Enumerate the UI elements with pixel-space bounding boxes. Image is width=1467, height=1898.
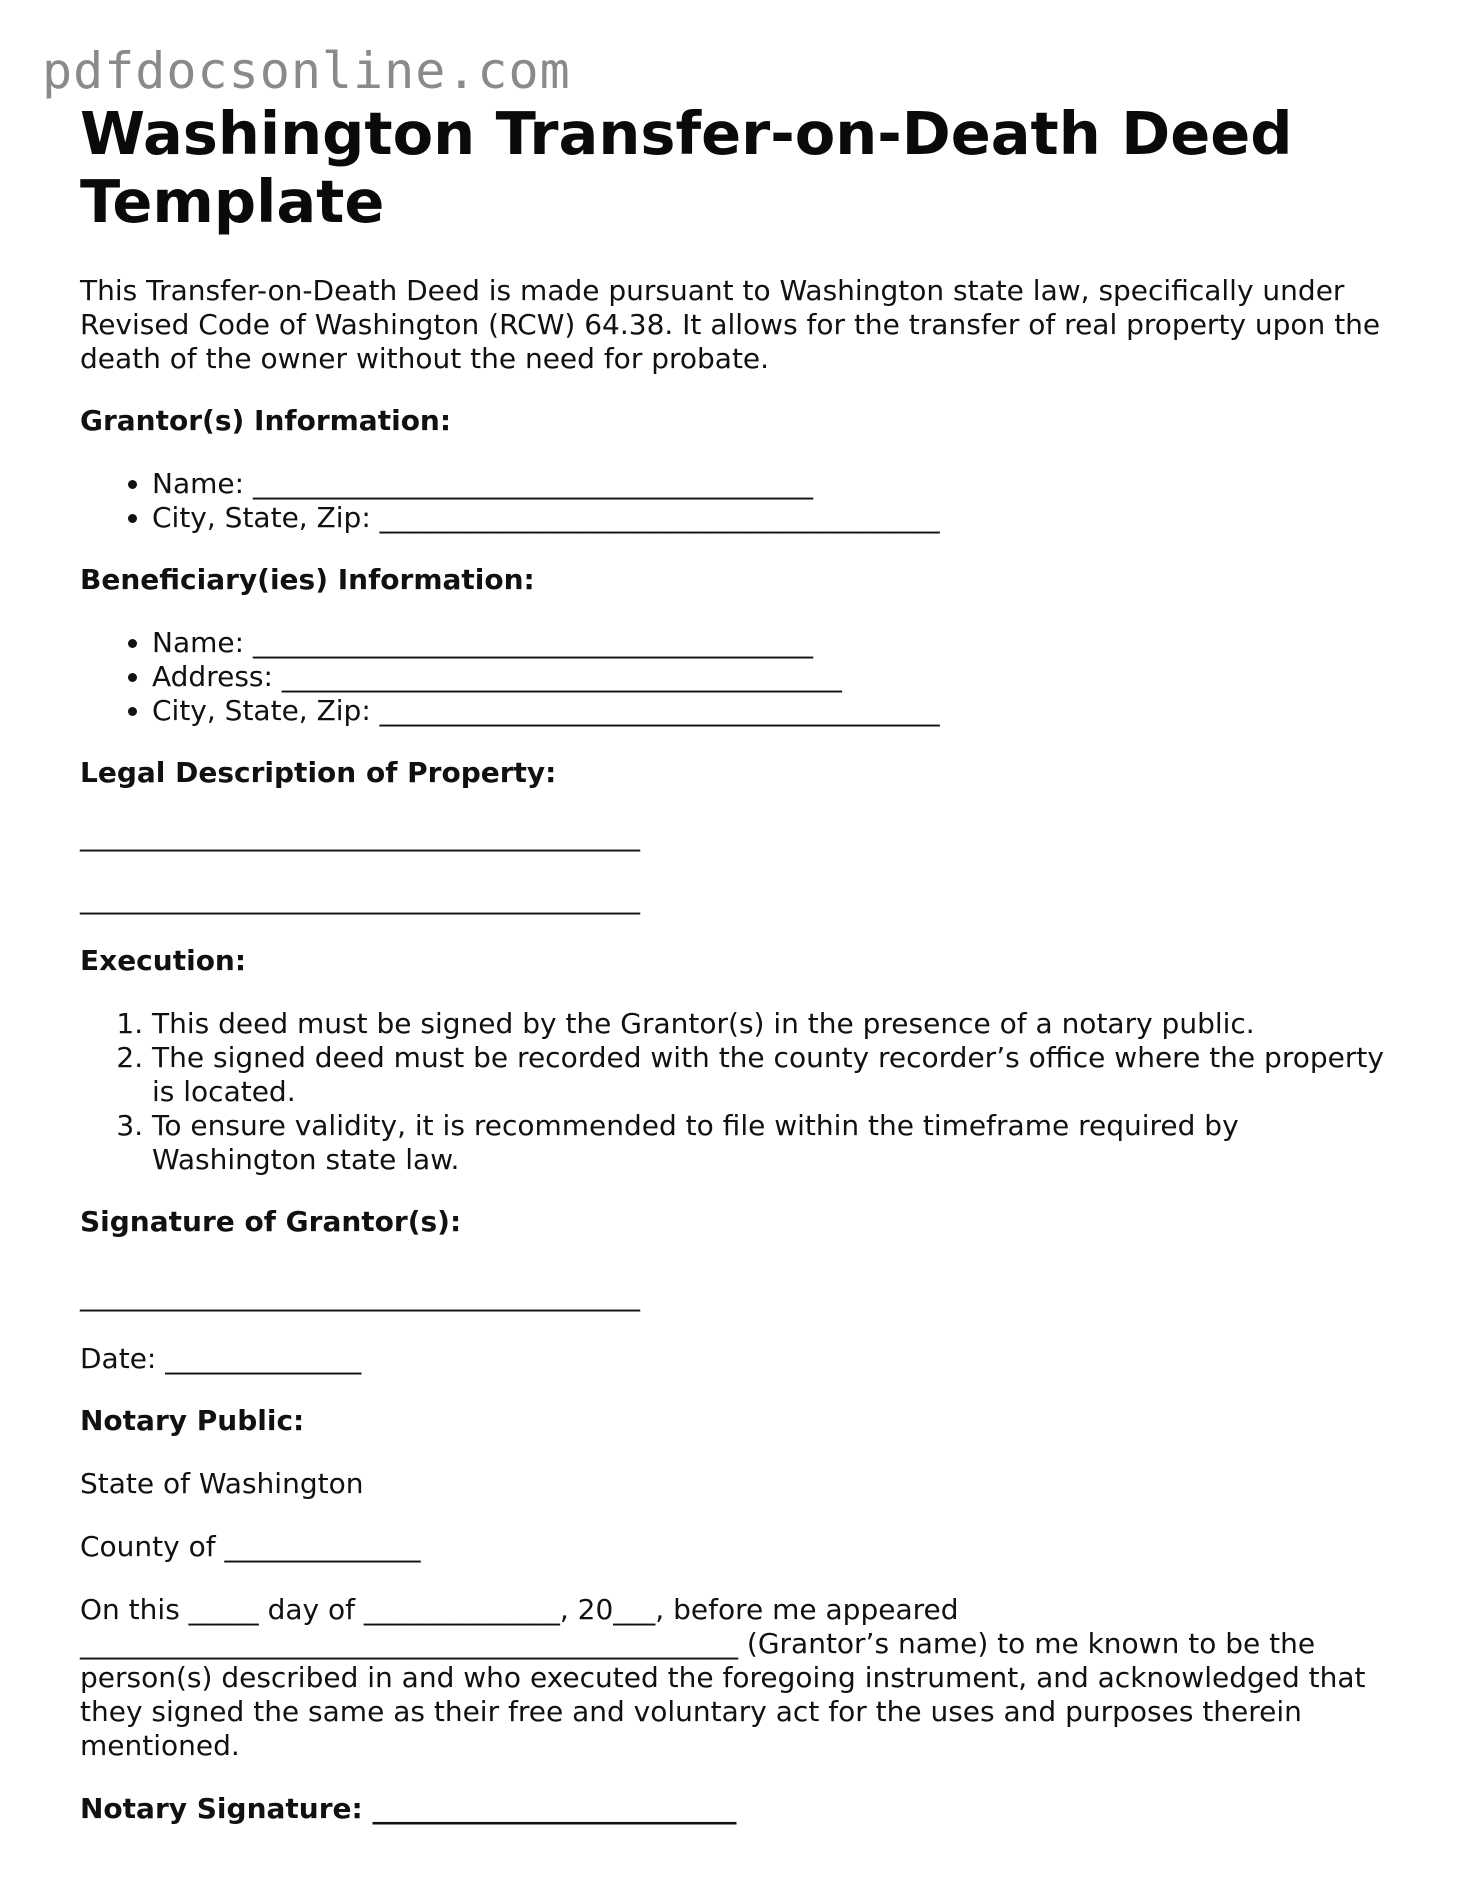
execution-heading: Execution: (80, 944, 247, 977)
beneficiary-fields (80, 626, 1400, 728)
notary-signature-label: Notary Signature: (80, 1792, 363, 1825)
legal-description-line-2: ________________________________________ (80, 882, 640, 915)
notary-signature (80, 1792, 1400, 1826)
execution-step: 1. This deed must be signed by the Grantor(s) in the presence of a notary public. (152, 1007, 1400, 1041)
beneficiary-address-field: • Address: ________________________________________ (152, 660, 1400, 694)
signature-date: Date: ______________ (80, 1342, 362, 1375)
notary-county: County of ______________ (80, 1530, 421, 1563)
grantor-fields (80, 467, 1400, 535)
intro-paragraph: This Transfer-on-Death Deed is made pursuant to Washington state law, specifically under Revised Code of Washington (RCW) 64.38. It allows for the transfer of real property upon the death of the owner without the need for probate. (80, 274, 1381, 375)
watermark: pdfdocsonline.com (42, 42, 571, 100)
notary-heading: Notary Public: (80, 1404, 305, 1437)
grantor-name-field: • Name: ________________________________________ (152, 467, 1400, 501)
execution-step: 2. The signed deed must be recorded with the county recorder’s office where the property is located. (152, 1041, 1400, 1109)
grantor-heading: Grantor(s) Information: (80, 404, 452, 437)
execution-steps (80, 1007, 1400, 1177)
document-title: Washington Transfer-on-Death Deed Template (80, 99, 1293, 236)
beneficiary-name-field: • Name: ________________________________________ (152, 626, 1400, 660)
beneficiary-city-field: • City, State, Zip: ________________________________________ (152, 694, 1400, 728)
legal-description-line-1: ________________________________________ (80, 819, 640, 852)
document-body (80, 100, 1400, 1826)
notary-acknowledgment: On this _____ day of ______________, 20___, before me appeared _______________________________________________ (Grantor’s name) to me known to be the person(s) described in and who executed the foregoing instrument, and acknowledged that they signed the same as their free and voluntary act for the uses and purposes therein mentioned. (80, 1593, 1366, 1762)
execution-step: 3. To ensure validity, it is recommended to file within the timeframe required by Washington state law. (152, 1109, 1400, 1177)
beneficiary-heading: Beneficiary(ies) Information: (80, 563, 535, 596)
notary-state: State of Washington (80, 1467, 364, 1500)
grantor-city-field: • City, State, Zip: ________________________________________ (152, 501, 1400, 535)
notary-signature-line: __________________________ (372, 1792, 737, 1825)
legal-description-heading: Legal Description of Property: (80, 756, 557, 789)
signature-heading: Signature of Grantor(s): (80, 1205, 462, 1238)
grantor-signature-line: ________________________________________ (80, 1279, 640, 1312)
